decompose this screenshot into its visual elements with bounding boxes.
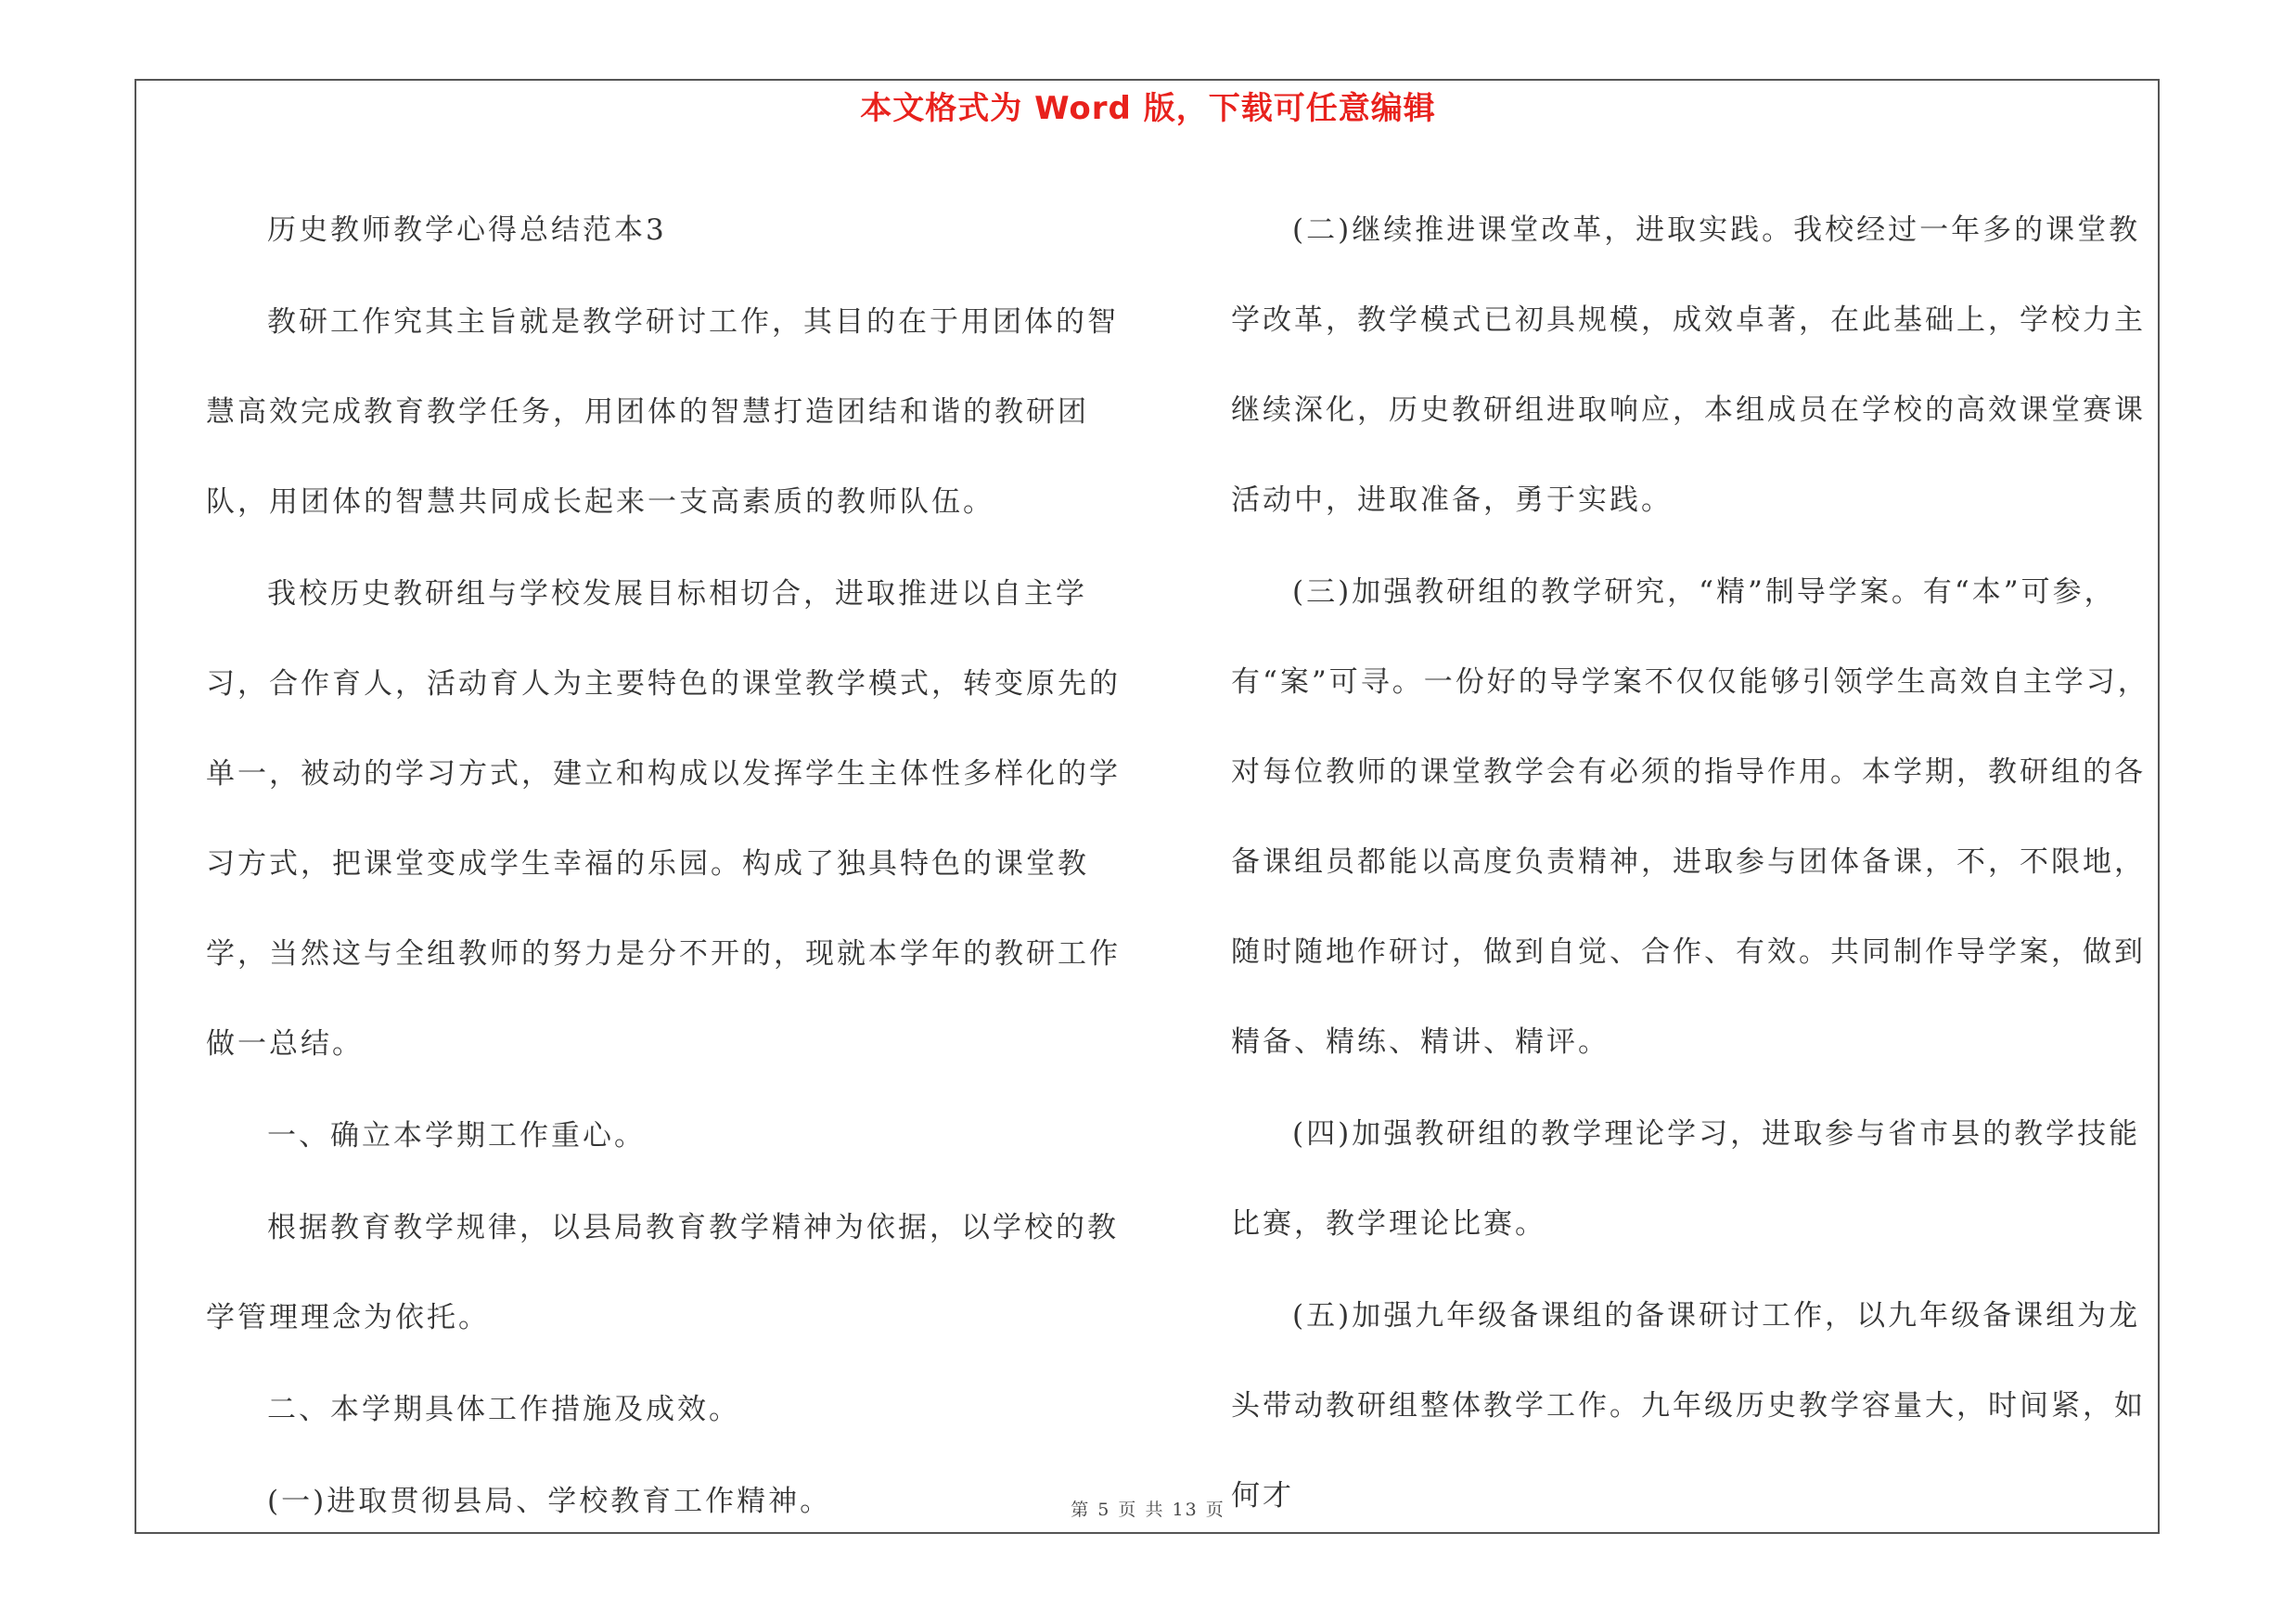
- left-paragraph-5: 二、本学期具体工作措施及成效。: [267, 1393, 740, 1426]
- left-paragraph-4: 根据教育教学规律，以县局教育教学精神为依据，以学校的教学管理理念为依托。: [206, 1211, 1119, 1334]
- page-number-footer: 第 5 页 共 13 页: [1071, 1500, 1225, 1520]
- right-paragraph-3: (四)加强教研组的教学理论学习，进取参与省市县的教学技能比赛，教学理论比赛。: [1231, 1117, 2141, 1241]
- right-column: [1231, 186, 2168, 1543]
- right-paragraph-2: (三)加强教研组的教学研究，“精”制导学案。有“本”可参，有“案”可寻。一份好的导学案不仅仅能够引领学生高效自主学习，对每位教师的课堂教学会有必须的指导作用。本学期，教研组的各备课组员都能以高度负责精神，进取参与团体备课，不，不限地，随时随地作研讨，做到自觉、合作、有效。共同制作导学案，做到精备、精练、精讲、精评。: [1231, 575, 2149, 1059]
- banner-title: 本文格式为 Word 版，下载可任意编辑: [860, 90, 1436, 127]
- left-paragraph-1: 教研工作究其主旨就是教学研讨工作，其目的在于用团体的智慧高效完成教育教学任务，用团体的智慧打造团结和谐的教研团队，用团体的智慧共同成长起来一支高素质的教师队伍。: [206, 305, 1119, 519]
- left-paragraph-title: 历史教师教学心得总结范本3: [267, 213, 667, 247]
- left-column: [206, 186, 1143, 1549]
- right-paragraph-4: (五)加强九年级备课组的备课研讨工作，以九年级备课组为龙头带动教研组整体教学工作。九年级历史教学容量大，时间紧，如何才: [1231, 1299, 2146, 1513]
- left-paragraph-3: 一、确立本学期工作重心。: [267, 1119, 646, 1153]
- left-paragraph-6: (一)进取贯彻县局、学校教育工作精神。: [267, 1485, 832, 1518]
- left-paragraph-2: 我校历史教研组与学校发展目标相切合，进取推进以自主学习，合作育人，活动育人为主要特色的课堂教学模式，转变原先的单一，被动的学习方式，建立和构成以发挥学生主体性多样化的学习方式，把课堂变成学生幸福的乐园。构成了独具特色的课堂教学，当然这与全组教师的努力是分不开的，现就本学年的教研工作做一总结。: [206, 577, 1121, 1061]
- right-paragraph-1: (二)继续推进课堂改革，进取实践。我校经过一年多的课堂教学改革，教学模式已初具规模，成效卓著，在此基础上，学校力主继续深化，历史教研组进取响应，本组成员在学校的高效课堂赛课活动中，进取准备，勇于实践。: [1231, 213, 2146, 517]
